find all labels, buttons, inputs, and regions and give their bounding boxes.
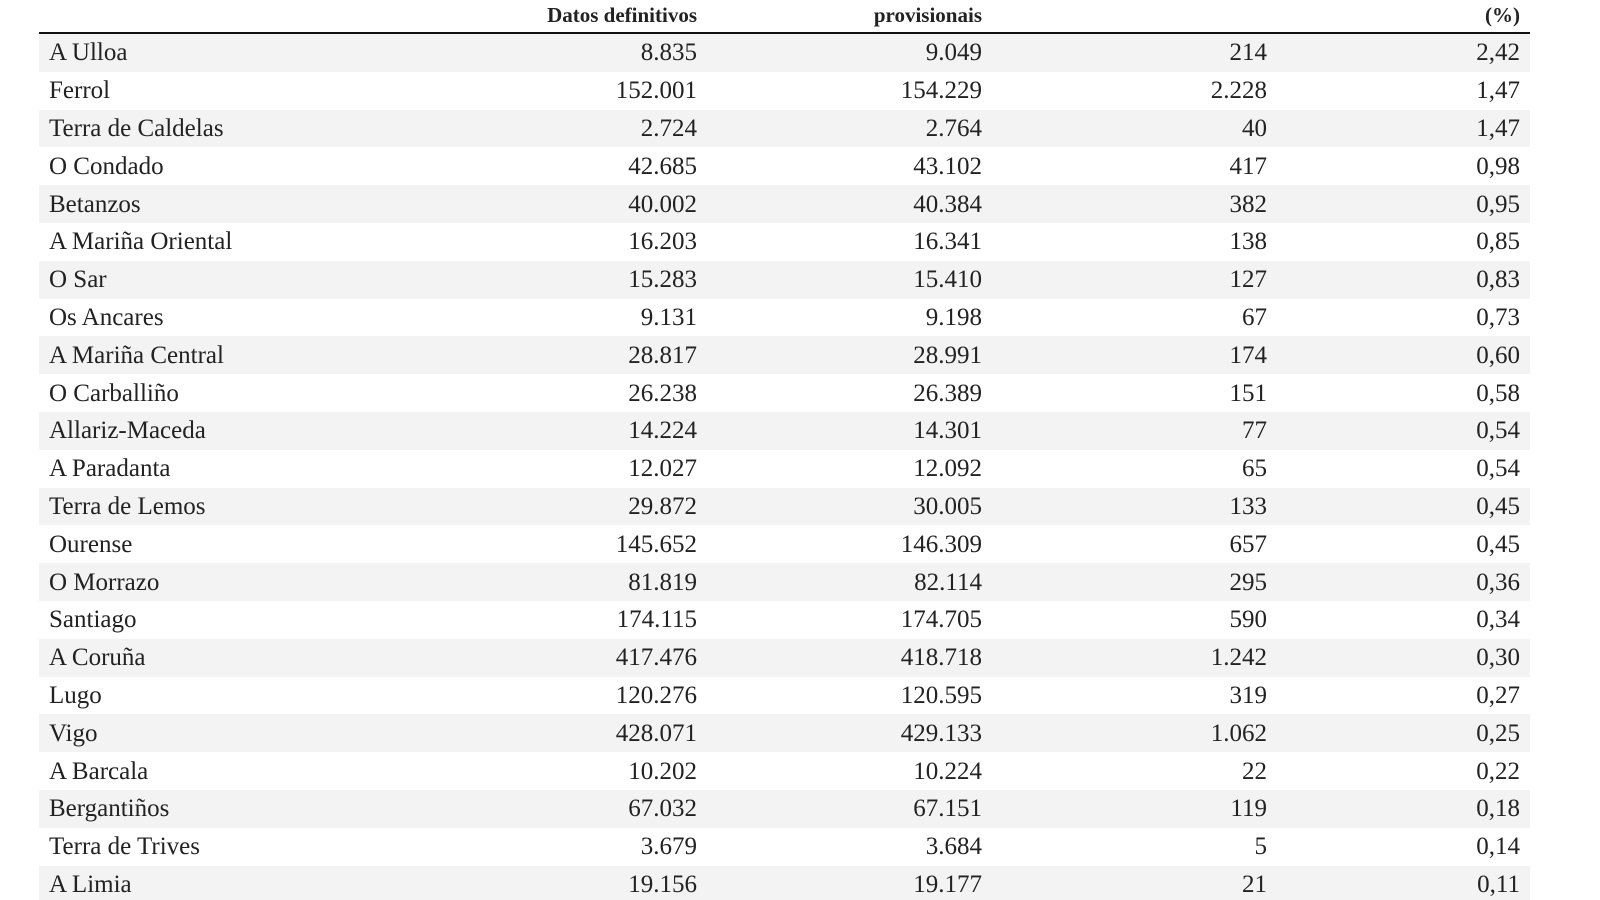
- provisionais-value: 429.133: [707, 714, 992, 752]
- percent-value: 0,45: [1277, 525, 1530, 563]
- percent-value: 0,95: [1277, 185, 1530, 223]
- header-name: [39, 0, 362, 33]
- percent-value: 0,54: [1277, 412, 1530, 450]
- percent-value: 0,85: [1277, 223, 1530, 261]
- table-row: [39, 336, 1530, 374]
- difference-value: 1.242: [992, 639, 1277, 677]
- comarca-name: Betanzos: [39, 185, 362, 223]
- provisionais-value: 9.049: [707, 33, 992, 72]
- percent-value: 0,60: [1277, 336, 1530, 374]
- provisionais-value: 418.718: [707, 639, 992, 677]
- table-row: [39, 33, 1530, 72]
- comarca-name: Terra de Trives: [39, 828, 362, 866]
- datos-definitivos-value: 152.001: [362, 72, 707, 110]
- datos-definitivos-value: 145.652: [362, 525, 707, 563]
- comarca-name: A Limia: [39, 866, 362, 900]
- percent-value: 1,47: [1277, 110, 1530, 148]
- percent-value: 0,25: [1277, 714, 1530, 752]
- difference-value: 119: [992, 790, 1277, 828]
- header-provisionais: provisionais: [707, 0, 992, 33]
- provisionais-value: 40.384: [707, 185, 992, 223]
- provisionais-value: 43.102: [707, 147, 992, 185]
- table-row: [39, 299, 1530, 337]
- table-row: [39, 828, 1530, 866]
- percent-value: 0,54: [1277, 450, 1530, 488]
- provisionais-value: 16.341: [707, 223, 992, 261]
- difference-value: 174: [992, 336, 1277, 374]
- percent-value: 0,22: [1277, 752, 1530, 790]
- provisionais-value: 10.224: [707, 752, 992, 790]
- table-row: [39, 412, 1530, 450]
- table-row: [39, 72, 1530, 110]
- percent-value: 1,47: [1277, 72, 1530, 110]
- table-row: [39, 488, 1530, 526]
- header-difference: [992, 0, 1277, 33]
- comarca-name: Ourense: [39, 525, 362, 563]
- difference-value: 657: [992, 525, 1277, 563]
- datos-definitivos-value: 19.156: [362, 866, 707, 900]
- comarca-name: O Carballiño: [39, 374, 362, 412]
- datos-definitivos-value: 3.679: [362, 828, 707, 866]
- header-datos-definitivos: Datos definitivos: [362, 0, 707, 33]
- datos-definitivos-value: 428.071: [362, 714, 707, 752]
- datos-definitivos-value: 10.202: [362, 752, 707, 790]
- datos-definitivos-value: 29.872: [362, 488, 707, 526]
- percent-value: 2,42: [1277, 33, 1530, 72]
- comarca-name: Santiago: [39, 601, 362, 639]
- provisionais-value: 28.991: [707, 336, 992, 374]
- datos-definitivos-value: 8.835: [362, 33, 707, 72]
- provisionais-value: 2.764: [707, 110, 992, 148]
- provisionais-value: 120.595: [707, 677, 992, 715]
- provisionais-value: 82.114: [707, 563, 992, 601]
- comarca-name: A Ulloa: [39, 33, 362, 72]
- comarca-name: O Condado: [39, 147, 362, 185]
- percent-value: 0,30: [1277, 639, 1530, 677]
- percent-value: 0,98: [1277, 147, 1530, 185]
- datos-definitivos-value: 174.115: [362, 601, 707, 639]
- table-row: [39, 752, 1530, 790]
- difference-value: 295: [992, 563, 1277, 601]
- datos-definitivos-value: 2.724: [362, 110, 707, 148]
- percent-value: 0,83: [1277, 261, 1530, 299]
- provisionais-value: 30.005: [707, 488, 992, 526]
- provisionais-value: 67.151: [707, 790, 992, 828]
- difference-value: 40: [992, 110, 1277, 148]
- table-row: [39, 110, 1530, 148]
- percent-value: 0,14: [1277, 828, 1530, 866]
- datos-definitivos-value: 9.131: [362, 299, 707, 337]
- difference-value: 127: [992, 261, 1277, 299]
- header-row: [39, 0, 1530, 33]
- difference-value: 133: [992, 488, 1277, 526]
- datos-definitivos-value: 26.238: [362, 374, 707, 412]
- difference-value: 1.062: [992, 714, 1277, 752]
- datos-definitivos-value: 120.276: [362, 677, 707, 715]
- difference-value: 417: [992, 147, 1277, 185]
- comarca-name: Allariz-Maceda: [39, 412, 362, 450]
- table-row: [39, 374, 1530, 412]
- datos-definitivos-value: 67.032: [362, 790, 707, 828]
- table-row: [39, 563, 1530, 601]
- comarca-name: A Coruña: [39, 639, 362, 677]
- datos-definitivos-value: 28.817: [362, 336, 707, 374]
- table-row: [39, 185, 1530, 223]
- difference-value: 21: [992, 866, 1277, 900]
- difference-value: 2.228: [992, 72, 1277, 110]
- datos-definitivos-value: 42.685: [362, 147, 707, 185]
- difference-value: 5: [992, 828, 1277, 866]
- provisionais-value: 174.705: [707, 601, 992, 639]
- comarca-name: Os Ancares: [39, 299, 362, 337]
- table-row: [39, 261, 1530, 299]
- datos-definitivos-value: 40.002: [362, 185, 707, 223]
- percent-value: 0,58: [1277, 374, 1530, 412]
- difference-value: 319: [992, 677, 1277, 715]
- percent-value: 0,34: [1277, 601, 1530, 639]
- table-row: [39, 790, 1530, 828]
- difference-value: 214: [992, 33, 1277, 72]
- difference-value: 590: [992, 601, 1277, 639]
- comarca-name: A Barcala: [39, 752, 362, 790]
- comarca-name: Vigo: [39, 714, 362, 752]
- table-row: [39, 866, 1530, 900]
- comarca-name: Lugo: [39, 677, 362, 715]
- provisionais-value: 146.309: [707, 525, 992, 563]
- header-percent: (%): [1277, 0, 1530, 33]
- percent-value: 0,36: [1277, 563, 1530, 601]
- datos-definitivos-value: 15.283: [362, 261, 707, 299]
- comarca-name: O Sar: [39, 261, 362, 299]
- comarca-name: Terra de Caldelas: [39, 110, 362, 148]
- percent-value: 0,45: [1277, 488, 1530, 526]
- table-row: [39, 714, 1530, 752]
- provisionais-value: 19.177: [707, 866, 992, 900]
- percent-value: 0,27: [1277, 677, 1530, 715]
- comarca-name: A Paradanta: [39, 450, 362, 488]
- percent-value: 0,73: [1277, 299, 1530, 337]
- comarca-name: A Mariña Oriental: [39, 223, 362, 261]
- difference-value: 138: [992, 223, 1277, 261]
- provisionais-value: 154.229: [707, 72, 992, 110]
- table-row: [39, 223, 1530, 261]
- table-row: [39, 147, 1530, 185]
- table-row: [39, 639, 1530, 677]
- table-row: [39, 450, 1530, 488]
- provisionais-value: 26.389: [707, 374, 992, 412]
- population-table: [39, 0, 1530, 900]
- provisionais-value: 3.684: [707, 828, 992, 866]
- comarca-name: Bergantiños: [39, 790, 362, 828]
- provisionais-value: 15.410: [707, 261, 992, 299]
- datos-definitivos-value: 14.224: [362, 412, 707, 450]
- percent-value: 0,18: [1277, 790, 1530, 828]
- table-header: [39, 0, 1530, 33]
- difference-value: 77: [992, 412, 1277, 450]
- provisionais-value: 12.092: [707, 450, 992, 488]
- table-row: [39, 677, 1530, 715]
- datos-definitivos-value: 81.819: [362, 563, 707, 601]
- datos-definitivos-value: 16.203: [362, 223, 707, 261]
- difference-value: 151: [992, 374, 1277, 412]
- difference-value: 382: [992, 185, 1277, 223]
- table-row: [39, 601, 1530, 639]
- provisionais-value: 9.198: [707, 299, 992, 337]
- provisionais-value: 14.301: [707, 412, 992, 450]
- datos-definitivos-value: 417.476: [362, 639, 707, 677]
- table-body: [39, 33, 1530, 900]
- table-row: [39, 525, 1530, 563]
- comarca-name: Terra de Lemos: [39, 488, 362, 526]
- difference-value: 22: [992, 752, 1277, 790]
- difference-value: 65: [992, 450, 1277, 488]
- percent-value: 0,11: [1277, 866, 1530, 900]
- comarca-name: A Mariña Central: [39, 336, 362, 374]
- comarca-name: Ferrol: [39, 72, 362, 110]
- difference-value: 67: [992, 299, 1277, 337]
- datos-definitivos-value: 12.027: [362, 450, 707, 488]
- comarca-name: O Morrazo: [39, 563, 362, 601]
